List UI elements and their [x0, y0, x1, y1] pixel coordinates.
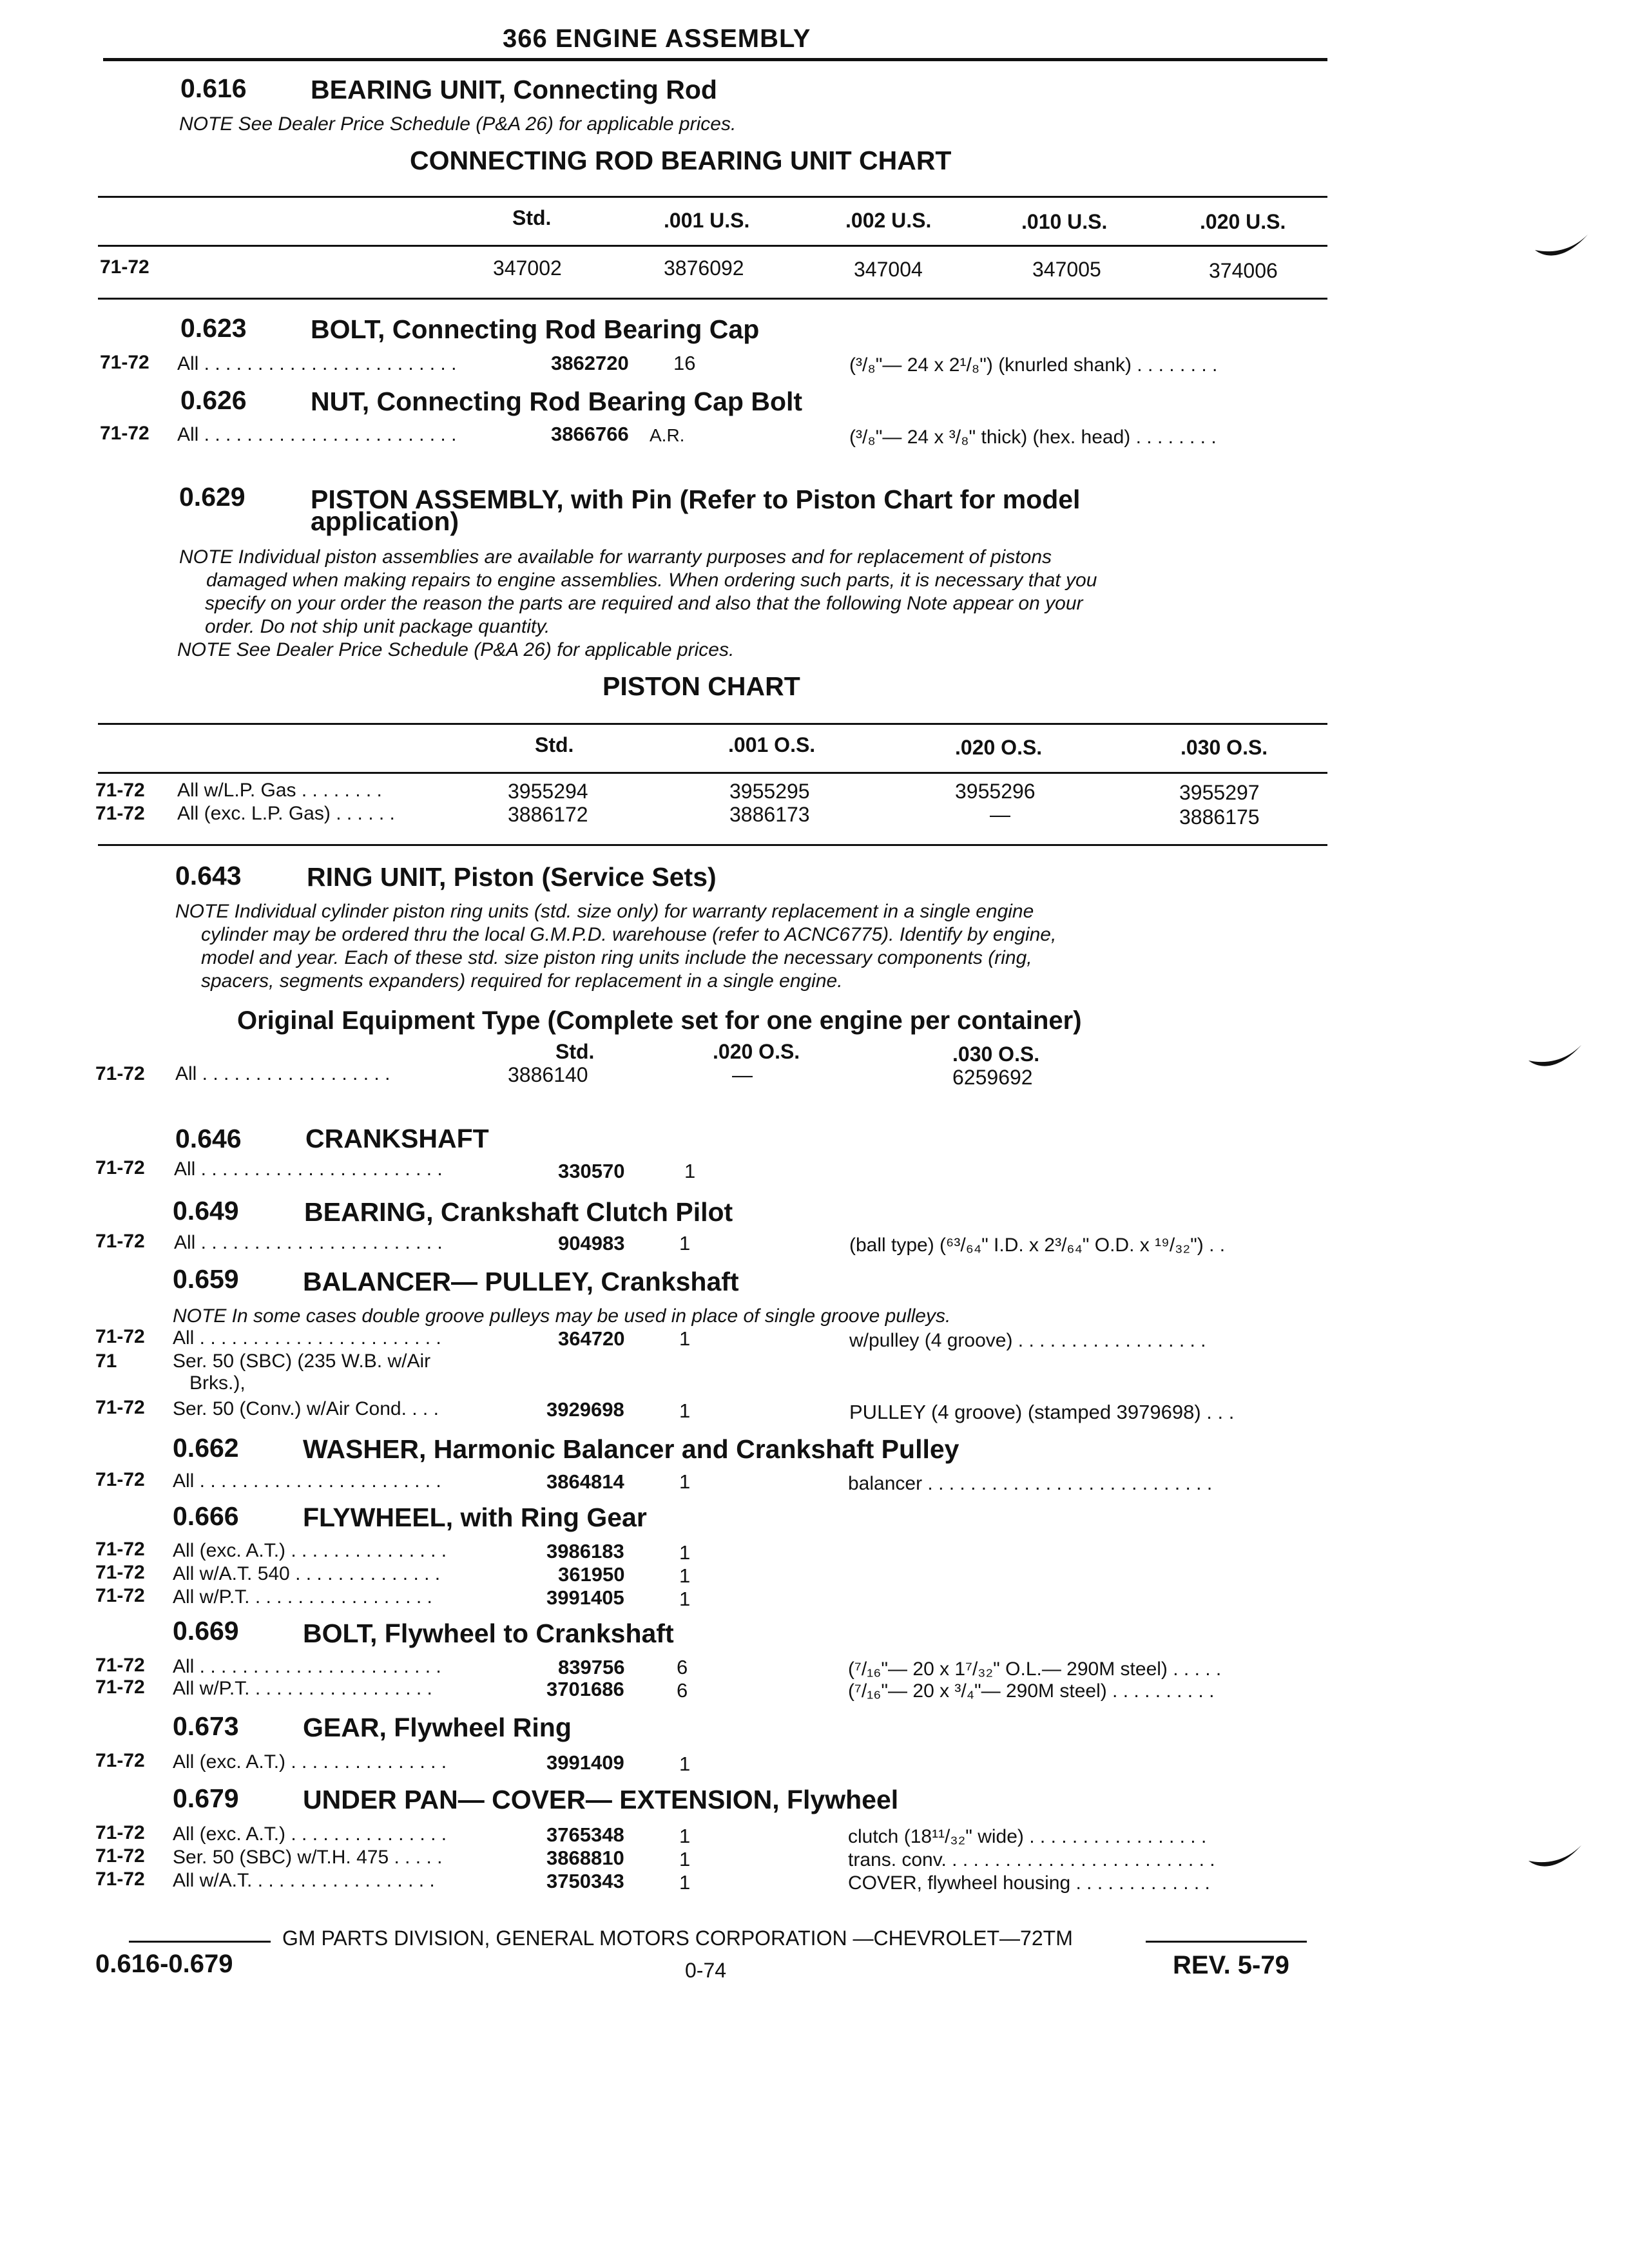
table-cell: —: [990, 803, 1010, 826]
remarks: balancer . . . . . . . . . . . . . . . . . . . . . . . . . . .: [848, 1473, 1213, 1494]
application-desc: All (exc. A.T.) . . . . . . . . . . . . . . .: [173, 1751, 447, 1773]
chart-top-rule: [98, 723, 1327, 725]
table-cell: 3886173: [729, 803, 810, 826]
year-cell: 71-72: [95, 780, 145, 801]
table-cell: 347002: [493, 256, 562, 280]
part-number: 3866766: [551, 423, 629, 445]
column-header: .020 O.S.: [955, 736, 1043, 759]
year-cell: 71-72: [100, 423, 149, 444]
application-desc: All . . . . . . . . . . . . . . . . . .: [175, 1063, 390, 1084]
application-desc: All . . . . . . . . . . . . . . . . . . . . . . .: [173, 1656, 441, 1677]
section-number: 0.616: [180, 73, 247, 103]
column-header: Std.: [555, 1040, 595, 1063]
section-number: 0.673: [173, 1711, 239, 1741]
year-cell: 71-72: [95, 1326, 145, 1347]
chart-title: PISTON CHART: [602, 671, 800, 701]
part-number: 839756: [558, 1656, 625, 1678]
section-note: specify on your order the reason the parts are required and also that the following Note appear on your: [205, 593, 1083, 614]
quantity: 1: [679, 1470, 691, 1493]
quantity: 1: [679, 1825, 691, 1847]
quantity: 1: [679, 1588, 691, 1610]
quantity: 1: [679, 1399, 691, 1422]
year-cell: 71-72: [95, 1750, 145, 1771]
section-title: BEARING UNIT, Connecting Rod: [311, 75, 717, 104]
section-title: CRANKSHAFT: [305, 1124, 489, 1153]
part-number: 3701686: [546, 1678, 624, 1700]
column-header: .001 O.S.: [728, 733, 816, 756]
chart-bottom-rule: [98, 844, 1327, 846]
footer-rule-left: [129, 1941, 271, 1943]
table-cell: 3886140: [508, 1063, 588, 1086]
year-cell: 71-72: [95, 803, 145, 824]
section-number: 0.659: [173, 1264, 239, 1294]
application-desc: Ser. 50 (Conv.) w/Air Cond. . . .: [173, 1398, 439, 1419]
remarks: clutch (18¹¹/₃₂" wide) . . . . . . . . . . . . . . . . .: [848, 1826, 1207, 1847]
part-number: 361950: [558, 1563, 625, 1586]
section-note: order. Do not ship unit package quantity.: [205, 616, 550, 637]
table-cell: —: [732, 1063, 753, 1086]
chart-bottom-rule: [98, 298, 1327, 300]
application-desc: All . . . . . . . . . . . . . . . . . . . . . . .: [173, 1327, 441, 1349]
year-cell: 71-72: [95, 1655, 145, 1676]
table-cell: 347005: [1032, 258, 1101, 281]
quantity: 1: [679, 1753, 691, 1775]
part-number: 3991409: [546, 1751, 624, 1774]
year-cell: 71-72: [95, 1585, 145, 1606]
chart-top-rule: [98, 196, 1327, 198]
quantity: 6: [677, 1679, 688, 1702]
chart-title: Original Equipment Type (Complete set for one engine per container): [237, 1006, 1082, 1035]
part-number: 330570: [558, 1160, 625, 1182]
application-desc: All w/P.T. . . . . . . . . . . . . . . . . .: [173, 1586, 432, 1608]
remarks: PULLEY (4 groove) (stamped 3979698) . . .: [849, 1401, 1235, 1423]
footer-rule-right: [1146, 1941, 1307, 1943]
section-note: NOTE Individual cylinder piston ring units (std. size only) for warranty replacement in a single engine: [175, 901, 1034, 922]
column-header: .020 O.S.: [713, 1040, 800, 1063]
footer-range: 0.616-0.679: [95, 1950, 233, 1978]
section-title: WASHER, Harmonic Balancer and Crankshaft Pulley: [303, 1434, 959, 1464]
column-header: .001 U.S.: [664, 209, 750, 232]
section-title: BEARING, Crankshaft Clutch Pilot: [304, 1197, 733, 1227]
application-desc: Ser. 50 (SBC) (235 W.B. w/Air: [173, 1350, 431, 1372]
application-desc: All . . . . . . . . . . . . . . . . . . . . . . .: [174, 1232, 443, 1253]
table-cell: 347004: [854, 258, 923, 281]
quantity: 1: [679, 1541, 691, 1564]
year-cell: 71-72: [95, 1397, 145, 1418]
part-number: 3929698: [546, 1398, 624, 1421]
section-note: NOTE See Dealer Price Schedule (P&A 26) for applicable prices.: [177, 639, 735, 660]
table-cell: 3955296: [955, 780, 1036, 803]
quantity: 1: [679, 1232, 691, 1254]
section-number: 0.623: [180, 313, 247, 343]
quantity: 1: [679, 1871, 691, 1894]
remarks: (⁷/₁₆"— 20 x 1⁷/₃₂" O.L.— 290M steel) . . . . .: [848, 1658, 1222, 1680]
part-number: 3765348: [546, 1823, 624, 1846]
section-number: 0.666: [173, 1501, 239, 1531]
year-cell: 71-72: [95, 1562, 145, 1583]
application-desc: Ser. 50 (SBC) w/T.H. 475 . . . . .: [173, 1847, 443, 1868]
quantity: 1: [679, 1564, 691, 1587]
table-cell: 3886175: [1179, 805, 1260, 829]
part-number: 3986183: [546, 1540, 624, 1562]
application-desc: All . . . . . . . . . . . . . . . . . . . . . . . .: [177, 353, 457, 374]
remarks: (³/₈"— 24 x ³/₈" thick) (hex. head) . . . . . . . .: [849, 427, 1217, 448]
quantity: 6: [677, 1656, 688, 1678]
year-cell: 71-72: [95, 1063, 145, 1084]
year-cell: 71-72: [95, 1469, 145, 1490]
section-note: spacers, segments expanders) required for replacement in a single engine.: [201, 970, 843, 992]
column-header: .002 U.S.: [845, 209, 932, 232]
quantity: 1: [679, 1848, 691, 1870]
footer-publisher: GM PARTS DIVISION, GENERAL MOTORS CORPORATION —CHEVROLET—72TM: [282, 1927, 1073, 1950]
section-number: 0.662: [173, 1433, 239, 1463]
section-title: NUT, Connecting Rod Bearing Cap Bolt: [311, 387, 803, 416]
section-title: BOLT, Connecting Rod Bearing Cap: [311, 314, 760, 344]
chart-title: CONNECTING ROD BEARING UNIT CHART: [410, 146, 952, 175]
section-title-cont: application): [311, 506, 459, 536]
application-desc: All w/P.T. . . . . . . . . . . . . . . . . .: [173, 1678, 432, 1699]
section-number: 0.626: [180, 385, 247, 415]
section-number: 0.649: [173, 1196, 239, 1225]
table-cell: 3886172: [508, 803, 588, 826]
part-number: 364720: [558, 1327, 625, 1350]
application-desc: All (exc. A.T.) . . . . . . . . . . . . . . .: [173, 1540, 447, 1561]
remarks: w/pulley (4 groove) . . . . . . . . . . . . . . . . . .: [849, 1330, 1206, 1351]
year-cell: 71-72: [95, 1822, 145, 1843]
binder-mark-icon: [1527, 1036, 1585, 1075]
remarks: trans. conv. . . . . . . . . . . . . . . . . . . . . . . . . .: [848, 1849, 1215, 1870]
column-header: .030 O.S.: [952, 1043, 1040, 1066]
section-title: BALANCER— PULLEY, Crankshaft: [303, 1267, 739, 1296]
quantity: A.R.: [650, 425, 685, 445]
remarks: (⁷/₁₆"— 20 x ³/₄"— 290M steel) . . . . . . . . . .: [848, 1680, 1215, 1702]
section-note: damaged when making repairs to engine assemblies. When ordering such parts, it is necessary that you: [206, 570, 1097, 591]
year-cell: 71-72: [95, 1869, 145, 1890]
section-number: 0.629: [179, 482, 246, 512]
table-cell: 3955295: [729, 780, 810, 803]
part-number: 3862720: [551, 352, 629, 374]
section-title: FLYWHEEL, with Ring Gear: [303, 1503, 647, 1532]
section-title: PISTON ASSEMBLY, with Pin (Refer to Piston Chart for model: [311, 485, 1081, 514]
year-cell: 71-72: [95, 1157, 145, 1178]
section-number: 0.679: [173, 1783, 239, 1813]
section-title: RING UNIT, Piston (Service Sets): [307, 862, 717, 892]
section-number: 0.669: [173, 1616, 239, 1646]
application-desc: All w/L.P. Gas . . . . . . . .: [177, 780, 382, 801]
year-cell: 71-72: [95, 1539, 145, 1560]
column-header: .010 U.S.: [1021, 210, 1108, 233]
application-desc-cont: Brks.),: [189, 1372, 246, 1394]
part-number: 3864814: [546, 1470, 624, 1493]
page-header-title: 366 ENGINE ASSEMBLY: [503, 24, 811, 53]
section-number: 0.646: [175, 1124, 242, 1153]
section-note: NOTE See Dealer Price Schedule (P&A 26) for applicable prices.: [179, 113, 737, 135]
column-header: Std.: [512, 206, 552, 229]
part-number: 3868810: [546, 1847, 624, 1869]
remarks: (³/₈"— 24 x 2¹/₈") (knurled shank) . . . . . . . .: [849, 354, 1218, 376]
application-desc: All . . . . . . . . . . . . . . . . . . . . . . .: [173, 1470, 441, 1492]
table-cell: 3955297: [1179, 781, 1260, 804]
section-title: GEAR, Flywheel Ring: [303, 1713, 572, 1742]
part-number: 904983: [558, 1232, 625, 1254]
quantity: 1: [679, 1327, 691, 1350]
section-note: model and year. Each of these std. size piston ring units include the necessary components (ring,: [201, 947, 1032, 968]
column-header: .030 O.S.: [1181, 736, 1268, 759]
table-cell: 6259692: [952, 1066, 1033, 1089]
chart-header-rule: [98, 245, 1327, 247]
application-desc: All w/A.T. . . . . . . . . . . . . . . . . .: [173, 1870, 435, 1891]
section-title: UNDER PAN— COVER— EXTENSION, Flywheel: [303, 1785, 899, 1814]
quantity: 1: [684, 1160, 696, 1182]
part-number: 3991405: [546, 1586, 624, 1609]
column-header: .020 U.S.: [1200, 210, 1286, 233]
table-cell: 3955294: [508, 780, 588, 803]
table-cell: 3876092: [664, 256, 744, 280]
footer-revision: REV. 5-79: [1173, 1951, 1289, 1979]
year-cell: 71: [95, 1350, 117, 1372]
application-desc: All (exc. A.T.) . . . . . . . . . . . . . . .: [173, 1823, 447, 1845]
part-number: 3750343: [546, 1870, 624, 1892]
application-desc: All w/A.T. 540 . . . . . . . . . . . . . .: [173, 1563, 441, 1584]
year-cell: 71-72: [100, 256, 149, 278]
application-desc: All . . . . . . . . . . . . . . . . . . . . . . .: [174, 1158, 443, 1180]
remarks: COVER, flywheel housing . . . . . . . . . . . . .: [848, 1872, 1210, 1894]
quantity: 16: [673, 352, 696, 374]
section-note: cylinder may be ordered thru the local G.M.P.D. warehouse (refer to ACNC6775). Identify by engine,: [201, 924, 1057, 945]
binder-mark-icon: [1527, 1836, 1585, 1875]
table-cell: 374006: [1209, 259, 1278, 282]
application-desc: All (exc. L.P. Gas) . . . . . .: [177, 803, 395, 824]
year-cell: 71-72: [95, 1231, 145, 1252]
section-number: 0.643: [175, 861, 242, 890]
year-cell: 71-72: [100, 352, 149, 373]
remarks: (ball type) (⁶³/₆₄" I.D. x 2³/₆₄" O.D. x ¹⁹/₃₂") . .: [849, 1235, 1226, 1256]
header-rule: [103, 58, 1327, 61]
binder-mark-icon: [1534, 226, 1592, 264]
column-header: Std.: [535, 733, 574, 756]
section-note: NOTE Individual piston assemblies are available for warranty purposes and for replacement of pistons: [179, 546, 1052, 568]
year-cell: 71-72: [95, 1677, 145, 1698]
chart-header-rule: [98, 772, 1327, 774]
footer-page-number: 0-74: [685, 1959, 727, 1982]
year-cell: 71-72: [95, 1845, 145, 1867]
section-note: NOTE In some cases double groove pulleys may be used in place of single groove pulleys.: [173, 1305, 951, 1327]
application-desc: All . . . . . . . . . . . . . . . . . . . . . . . .: [177, 424, 457, 445]
section-title: BOLT, Flywheel to Crankshaft: [303, 1619, 674, 1648]
